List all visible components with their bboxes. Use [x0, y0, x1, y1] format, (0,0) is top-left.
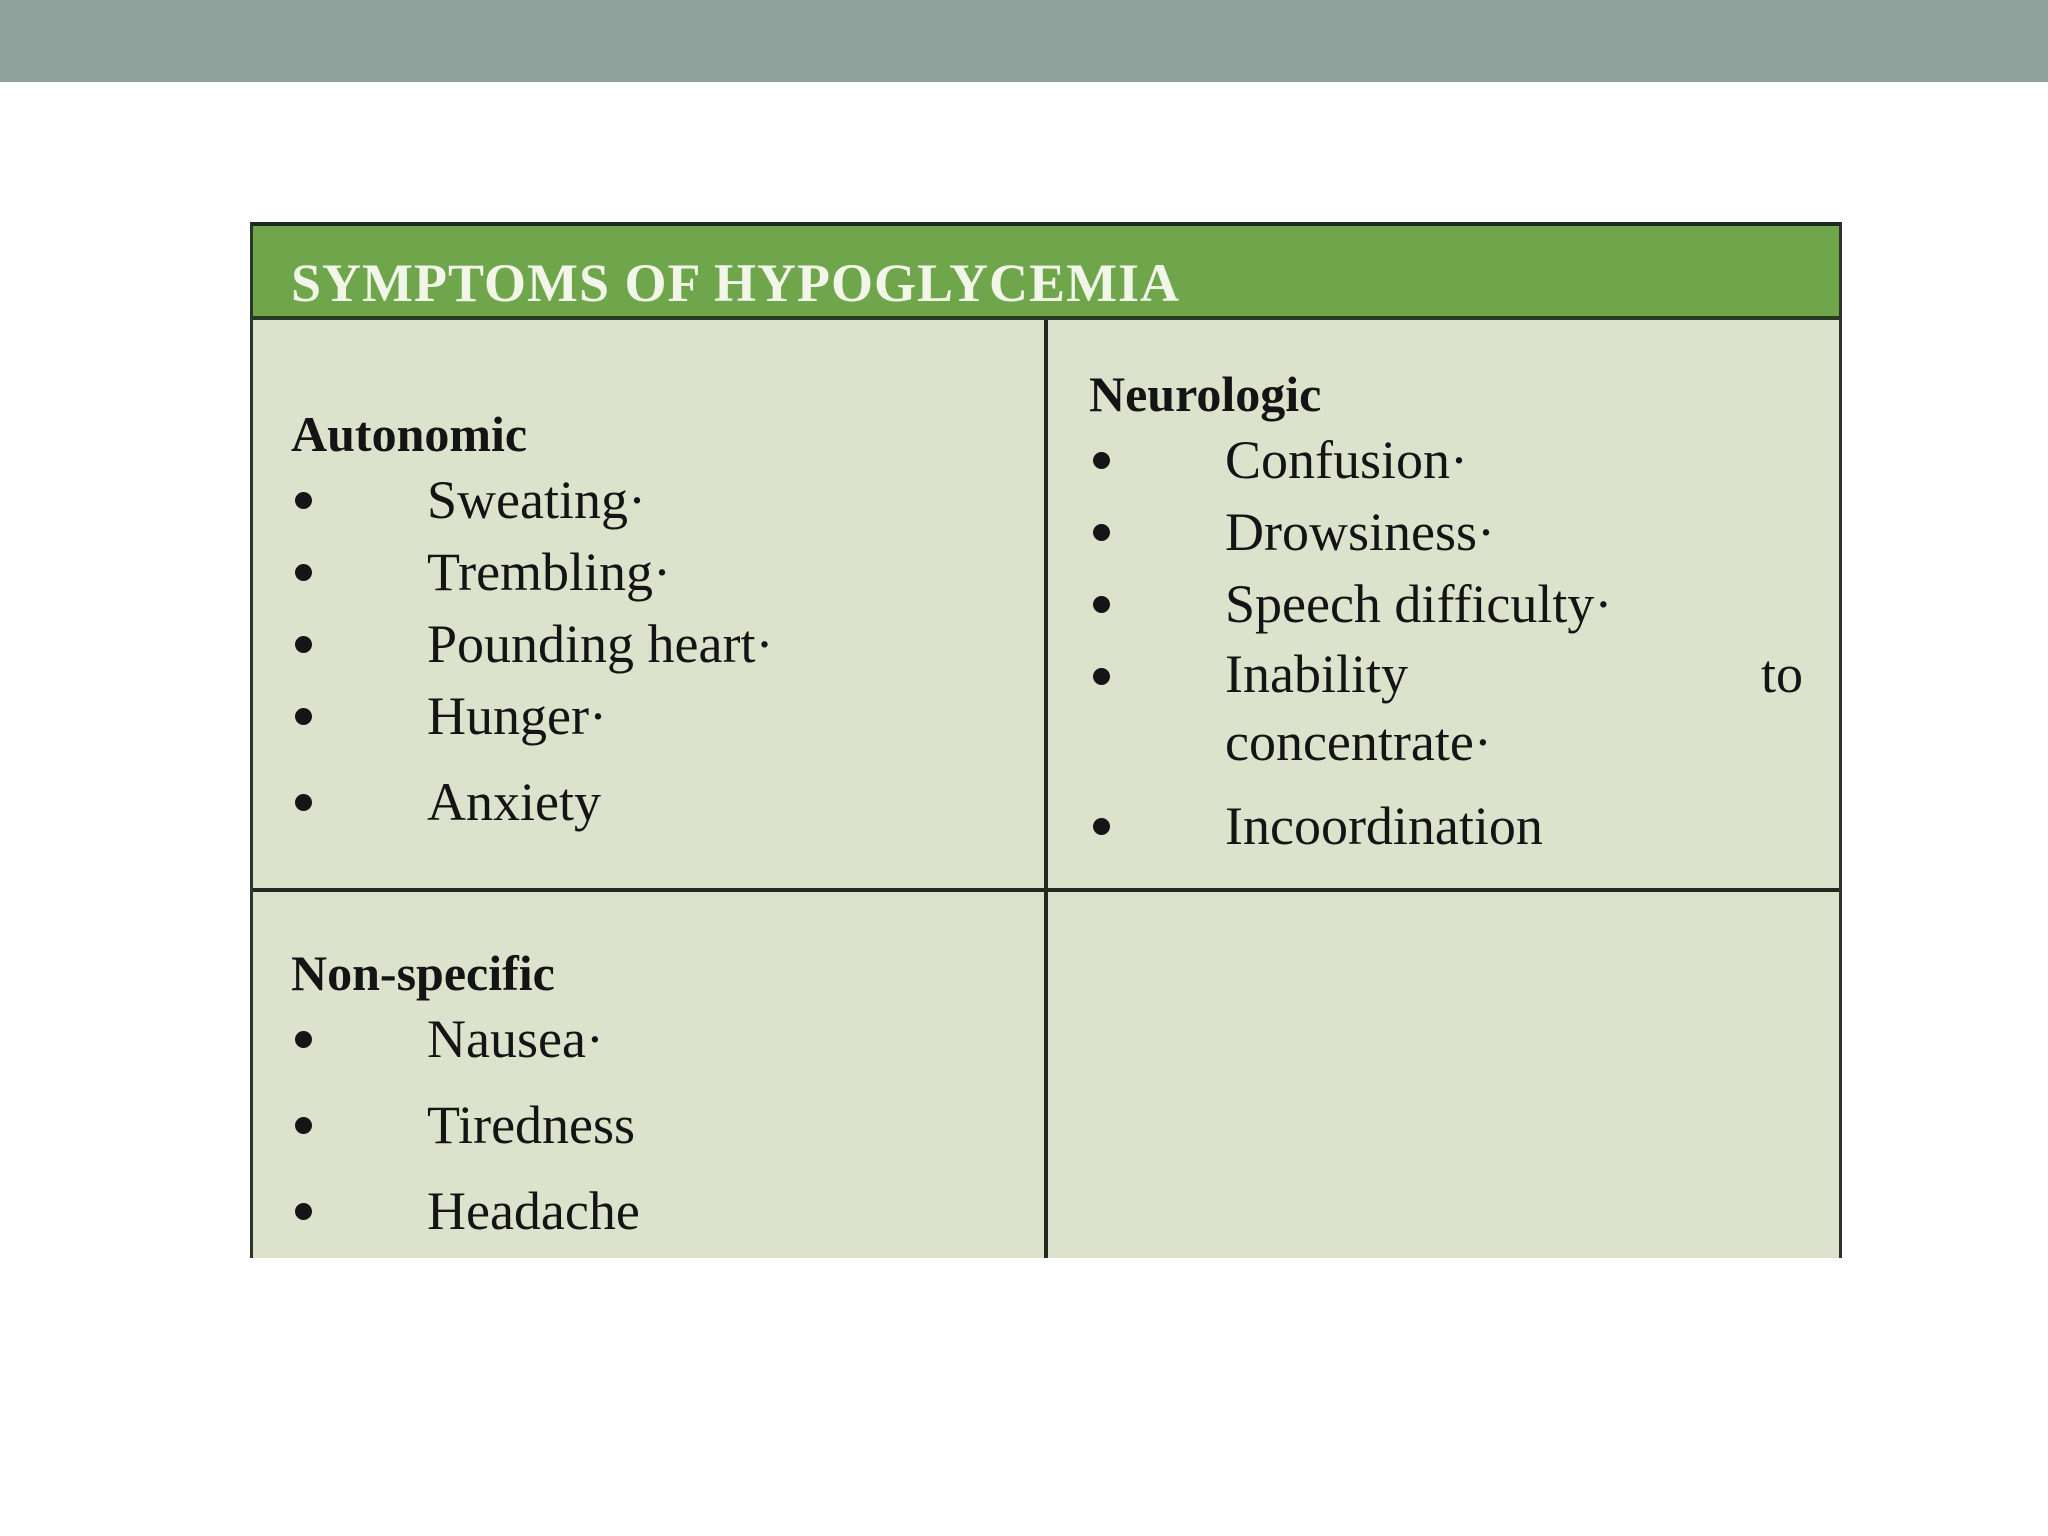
list-item [291, 1175, 1031, 1247]
list-item-text: Speech difficulty· [1225, 574, 1613, 634]
list-item [291, 1003, 1031, 1075]
table-header [253, 226, 1839, 320]
bullet-icon [1093, 818, 1110, 835]
autonomic-list [291, 464, 1031, 838]
list-item [291, 608, 1031, 680]
list-item [1089, 790, 1819, 862]
empty-cell [1048, 892, 1842, 1258]
list-item [1089, 424, 1819, 496]
symptoms-table [250, 222, 1842, 1258]
list-item-text: Anxiety [427, 772, 601, 832]
list-item-text: Incoordination [1225, 796, 1543, 856]
bullet-icon [295, 1117, 312, 1134]
list-item-text: Inability [1225, 644, 1408, 704]
list-item-text: Drowsiness· [1225, 502, 1495, 562]
bullet-icon [295, 1203, 312, 1220]
bullet-icon [1093, 452, 1110, 469]
list-item [291, 536, 1031, 608]
list-item [291, 680, 1031, 752]
list-item-text: Confusion· [1225, 430, 1468, 490]
list-item [291, 766, 1031, 838]
list-item-text: Nausea· [427, 1009, 604, 1069]
list-item [291, 464, 1031, 536]
bullet-icon [295, 708, 312, 725]
bullet-icon [295, 1031, 312, 1048]
nonspecific-cell [291, 943, 1031, 1247]
list-item-text: Hunger· [427, 686, 607, 746]
top-banner [0, 0, 2048, 82]
list-item-text: to [1760, 644, 1803, 704]
list-item-text: Pounding heart· [427, 614, 774, 674]
autonomic-cell [291, 404, 1031, 838]
list-item-text: concentrate· [1225, 712, 1492, 772]
list-item [1089, 496, 1819, 568]
nonspecific-list [291, 1003, 1031, 1247]
table-title: SYMPTOMS OF HYPOGLYCEMIA [291, 253, 1181, 313]
list-item-text: Tiredness [427, 1095, 636, 1155]
bullet-icon [295, 492, 312, 509]
list-item-text: Headache [427, 1181, 640, 1241]
neurologic-cell [1089, 364, 1819, 862]
list-item [291, 1089, 1031, 1161]
bullet-icon [1093, 524, 1110, 541]
list-item-text: Sweating· [427, 470, 646, 530]
wrapped-item-first-line [1225, 640, 1803, 708]
bullet-icon [1093, 668, 1110, 685]
list-item [1089, 640, 1803, 776]
bullet-icon [295, 794, 312, 811]
bullet-icon [1093, 596, 1110, 613]
bullet-icon [295, 564, 312, 581]
list-item-text: Trembling· [427, 542, 672, 602]
nonspecific-heading: Non-specific [291, 945, 555, 1001]
bullet-icon [295, 636, 312, 653]
neurologic-heading: Neurologic [1089, 366, 1322, 422]
list-item [1089, 568, 1819, 640]
autonomic-heading: Autonomic [291, 406, 528, 462]
neurologic-list [1089, 424, 1819, 862]
